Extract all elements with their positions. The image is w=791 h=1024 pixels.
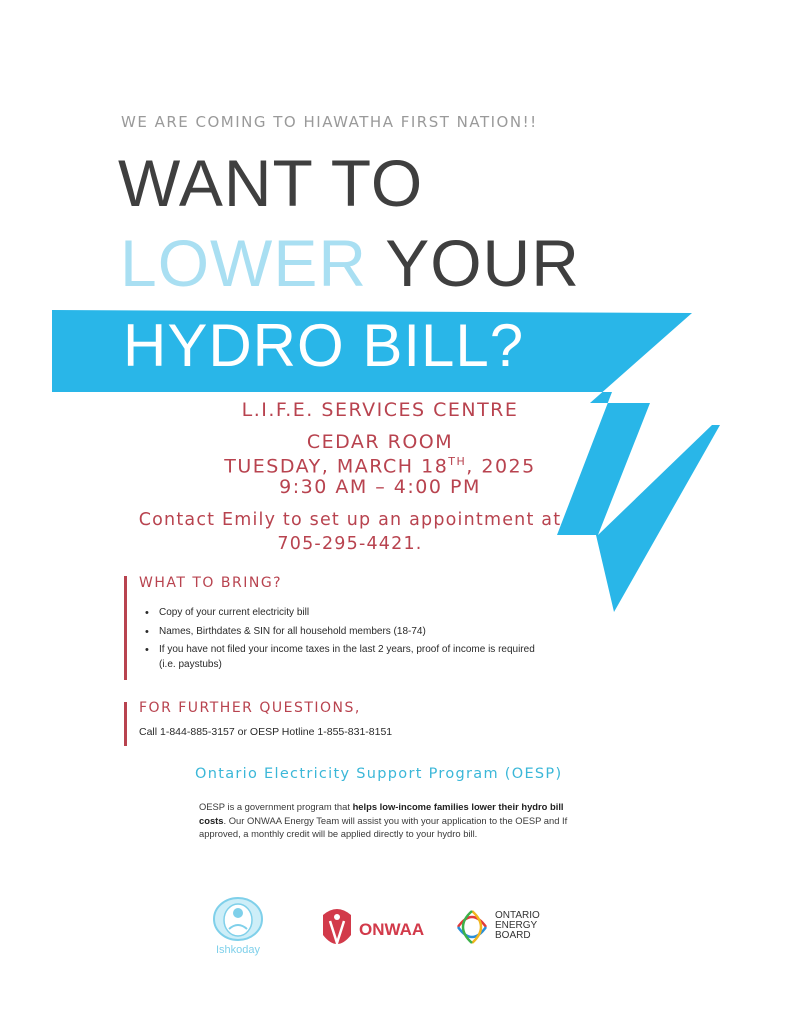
oeb-emblem-icon [450,905,494,949]
headline-line2 [120,226,580,300]
headline-line3: HYDRO BILL? [123,312,525,379]
contact-line: Contact Emily to set up an appointment at [138,510,562,530]
oesp-description [199,800,579,841]
what-to-bring-list [145,606,545,676]
event-date-year: , 2025 [466,455,536,478]
what-to-bring-title: WHAT TO BRING? [139,575,283,591]
ishkoday-label: Ishkoday [215,944,261,956]
headline-accent-word: LOWER [120,226,368,300]
ishkoday-logo [205,893,271,963]
further-questions-phones: Call 1-844-885-3157 or OESP Hotline 1-855-831-8151 [139,726,393,738]
event-venue: L.I.F.E. SERVICES CENTRE [241,399,519,421]
oeb-label [495,911,540,941]
section-bar [124,702,127,746]
oeb-logo [450,905,550,955]
oesp-body-text: OESP is a government program that [199,801,353,812]
event-date [110,455,650,477]
kicker-text: WE ARE COMING TO HIAWATHA FIRST NATION!! [121,113,538,131]
onwaa-emblem-icon [320,905,354,955]
oeb-label-line: ENERGY [495,920,538,931]
onwaa-logo [320,905,425,955]
contact-phone: 705-295-4421. [277,534,423,554]
further-questions-title: FOR FURTHER QUESTIONS, [139,700,361,716]
event-date-ordinal: TH [448,455,467,468]
oesp-body-text: . Our ONWAA Energy Team will assist you with your application to the OESP and If approved, a monthly credit will be applied directly to your hydro bill. [199,814,568,839]
headline-word-your: YOUR [385,226,580,300]
oesp-title: Ontario Electricity Support Program (OESP) [195,766,563,782]
event-room: CEDAR ROOM [306,431,454,453]
contact-block [100,508,600,556]
oesp-body-bold: helps low-income families lower their hydro bill costs [199,801,564,826]
event-date-main: TUESDAY, MARCH 18 [224,455,449,478]
headline-line1: WANT TO [118,146,424,220]
oeb-label-line: ONTARIO [495,910,540,921]
list-item: • If you have not filed your income taxes in the last 2 years, proof of income is required (i.e. paystubs) [145,643,545,672]
event-time: 9:30 AM – 4:00 PM [279,476,481,498]
section-bar [124,576,127,680]
list-item: • Names, Birthdates & SIN for all household members (18-74) [145,625,545,640]
oeb-label-line: BOARD [495,930,531,941]
onwaa-label: ONWAA [359,920,425,939]
list-item: • Copy of your current electricity bill [145,606,545,621]
ishkoday-emblem-icon [205,893,271,945]
